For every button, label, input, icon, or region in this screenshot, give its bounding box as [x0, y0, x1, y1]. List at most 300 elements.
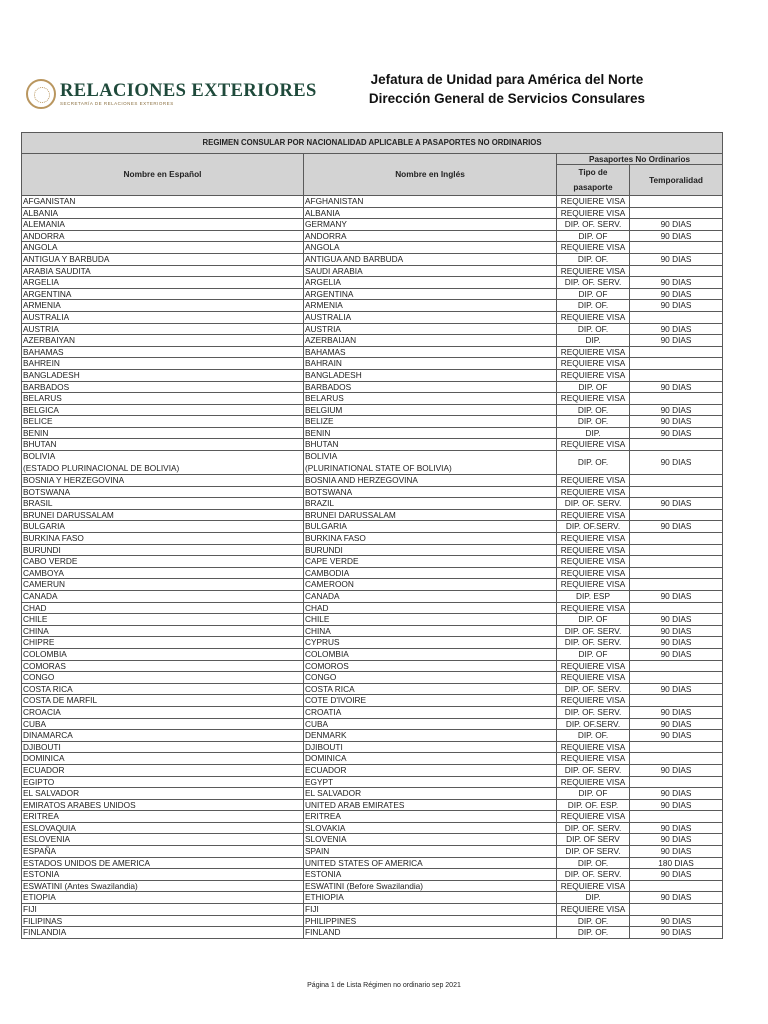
country-name-en: BRUNEI DARUSSALAM — [304, 509, 557, 521]
country-name-en: CHILE — [304, 614, 557, 626]
country-name-es: BOTSWANA — [22, 486, 304, 498]
country-name-en: COLOMBIA — [304, 648, 557, 660]
table-row — [22, 358, 723, 370]
table-row — [22, 393, 723, 405]
country-name-en: BOLIVIA (PLURINATIONAL STATE OF BOLIVIA) — [304, 451, 557, 475]
country-name-en: BOSNIA AND HERZEGOVINA — [304, 475, 557, 487]
country-name-en: BENIN — [304, 427, 557, 439]
temporality: 90 DIAS — [630, 822, 723, 834]
table-row — [22, 253, 723, 265]
temporality — [630, 602, 723, 614]
country-name-es: ANTIGUA Y BARBUDA — [22, 253, 304, 265]
temporality: 90 DIAS — [630, 799, 723, 811]
country-name-es: BENIN — [22, 427, 304, 439]
passport-type: REQUIERE VISA — [557, 556, 630, 568]
passport-type: DIP. OF SERV. — [557, 846, 630, 858]
table-row — [22, 381, 723, 393]
country-name-es: BELARUS — [22, 393, 304, 405]
country-name-es: BARBADOS — [22, 381, 304, 393]
table-row — [22, 277, 723, 289]
passport-type: REQUIERE VISA — [557, 672, 630, 684]
country-name-es: ANGOLA — [22, 242, 304, 254]
country-name-es: ALEMANIA — [22, 219, 304, 231]
logo-name: RELACIONES EXTERIORES — [60, 80, 317, 101]
country-name-es: BANGLADESH — [22, 369, 304, 381]
passport-type: DIP. OF — [557, 648, 630, 660]
temporality: 90 DIAS — [630, 648, 723, 660]
temporality: 90 DIAS — [630, 300, 723, 312]
country-name-en: BAHAMAS — [304, 346, 557, 358]
country-name-es: CHILE — [22, 614, 304, 626]
table-row — [22, 718, 723, 730]
passport-type: REQUIERE VISA — [557, 358, 630, 370]
passport-type: DIP. OF. — [557, 927, 630, 939]
table-row — [22, 556, 723, 568]
passport-type: REQUIERE VISA — [557, 509, 630, 521]
country-name-en: ARMENIA — [304, 300, 557, 312]
temporality: 90 DIAS — [630, 277, 723, 289]
temporality: 90 DIAS — [630, 335, 723, 347]
table-row — [22, 416, 723, 428]
temporality: 180 DIAS — [630, 857, 723, 869]
passport-type: DIP. OF. SERV. — [557, 683, 630, 695]
country-name-en: SPAIN — [304, 846, 557, 858]
table-row — [22, 544, 723, 556]
table-row — [22, 207, 723, 219]
country-name-en: CHAD — [304, 602, 557, 614]
table-row — [22, 834, 723, 846]
country-name-es: ESLOVENIA — [22, 834, 304, 846]
country-name-en: BRAZIL — [304, 498, 557, 510]
country-name-es: ESWATINI (Antes Swazilandia) — [22, 880, 304, 892]
country-name-es: ESPAÑA — [22, 846, 304, 858]
passport-type: DIP. OF SERV — [557, 834, 630, 846]
table-row — [22, 811, 723, 823]
table-row — [22, 602, 723, 614]
passport-type: DIP. OF. SERV. — [557, 822, 630, 834]
passport-type: REQUIERE VISA — [557, 207, 630, 219]
country-name-es: BHUTAN — [22, 439, 304, 451]
country-name-es: FILIPINAS — [22, 915, 304, 927]
table-row — [22, 288, 723, 300]
national-seal-icon — [26, 79, 56, 109]
country-name-es: BELICE — [22, 416, 304, 428]
temporality: 90 DIAS — [630, 764, 723, 776]
country-name-es: DINAMARCA — [22, 730, 304, 742]
country-name-en: COMOROS — [304, 660, 557, 672]
passport-type: DIP. OF.SERV. — [557, 521, 630, 533]
country-name-en: CAMBODIA — [304, 567, 557, 579]
title-line-1: Jefatura de Unidad para América del Norte — [370, 72, 644, 87]
country-name-en: UNITED ARAB EMIRATES — [304, 799, 557, 811]
table-row — [22, 196, 723, 208]
country-name-es: BURKINA FASO — [22, 533, 304, 545]
country-name-es: DOMINICA — [22, 753, 304, 765]
temporality — [630, 567, 723, 579]
passport-type: REQUIERE VISA — [557, 486, 630, 498]
country-name-es: EGIPTO — [22, 776, 304, 788]
country-name-en: ECUADOR — [304, 764, 557, 776]
country-name-en: EL SALVADOR — [304, 788, 557, 800]
passport-type: DIP. OF — [557, 614, 630, 626]
passport-type: REQUIERE VISA — [557, 811, 630, 823]
passport-type: DIP. OF. — [557, 730, 630, 742]
passport-type: DIP. OF. — [557, 416, 630, 428]
table-row — [22, 509, 723, 521]
table-row — [22, 265, 723, 277]
table-row — [22, 846, 723, 858]
passport-type: REQUIERE VISA — [557, 695, 630, 707]
temporality — [630, 579, 723, 591]
country-name-en: CAMEROON — [304, 579, 557, 591]
country-name-es: COSTA DE MARFIL — [22, 695, 304, 707]
temporality — [630, 811, 723, 823]
passport-type: DIP. OF — [557, 288, 630, 300]
passport-type: REQUIERE VISA — [557, 660, 630, 672]
table-row — [22, 567, 723, 579]
temporality: 90 DIAS — [630, 323, 723, 335]
table-row — [22, 219, 723, 231]
passport-type: REQUIERE VISA — [557, 567, 630, 579]
table-row — [22, 475, 723, 487]
temporality: 90 DIAS — [630, 730, 723, 742]
passport-type: REQUIERE VISA — [557, 741, 630, 753]
passport-type: DIP. OF. — [557, 404, 630, 416]
temporality — [630, 672, 723, 684]
table-row — [22, 904, 723, 916]
table-row — [22, 730, 723, 742]
header-non-ordinary-passports: Pasaportes No Ordinarios — [557, 154, 723, 165]
passport-type: DIP. OF. SERV. — [557, 625, 630, 637]
temporality: 90 DIAS — [630, 927, 723, 939]
country-name-es: CUBA — [22, 718, 304, 730]
temporality — [630, 439, 723, 451]
table-row — [22, 776, 723, 788]
table-row — [22, 579, 723, 591]
table-row — [22, 427, 723, 439]
country-name-es: BOLIVIA (ESTADO PLURINACIONAL DE BOLIVIA) — [22, 451, 304, 475]
table-row — [22, 625, 723, 637]
country-name-es: ARMENIA — [22, 300, 304, 312]
country-name-es: BAHAMAS — [22, 346, 304, 358]
passport-type: REQUIERE VISA — [557, 602, 630, 614]
passport-type: REQUIERE VISA — [557, 776, 630, 788]
temporality: 90 DIAS — [630, 427, 723, 439]
temporality: 90 DIAS — [630, 788, 723, 800]
country-name-en: CHINA — [304, 625, 557, 637]
table-row — [22, 242, 723, 254]
country-name-es: AFGANISTAN — [22, 196, 304, 208]
table-banner: REGIMEN CONSULAR POR NACIONALIDAD APLICABLE A PASAPORTES NO ORDINARIOS — [22, 133, 723, 154]
country-name-es: COMORAS — [22, 660, 304, 672]
passport-type: REQUIERE VISA — [557, 544, 630, 556]
temporality: 90 DIAS — [630, 591, 723, 603]
passport-type: REQUIERE VISA — [557, 311, 630, 323]
temporality — [630, 358, 723, 370]
country-name-en: BELIZE — [304, 416, 557, 428]
country-name-en: AZERBAIJAN — [304, 335, 557, 347]
passport-type: DIP. OF. ESP. — [557, 799, 630, 811]
temporality — [630, 369, 723, 381]
country-name-es: ESLOVAQUIA — [22, 822, 304, 834]
passport-type: DIP. — [557, 892, 630, 904]
passport-type: REQUIERE VISA — [557, 439, 630, 451]
table-row — [22, 439, 723, 451]
country-name-en: ETHIOPIA — [304, 892, 557, 904]
temporality: 90 DIAS — [630, 637, 723, 649]
country-name-es: CONGO — [22, 672, 304, 684]
country-name-es: AUSTRALIA — [22, 311, 304, 323]
temporality: 90 DIAS — [630, 869, 723, 881]
table-row — [22, 591, 723, 603]
country-name-en: CONGO — [304, 672, 557, 684]
country-name-en: ARGELIA — [304, 277, 557, 289]
passport-type: DIP. OF. SERV. — [557, 219, 630, 231]
country-name-es: CHIPRE — [22, 637, 304, 649]
passport-type: DIP. OF. — [557, 857, 630, 869]
temporality: 90 DIAS — [630, 846, 723, 858]
country-name-en: CROATIA — [304, 706, 557, 718]
country-name-es: ARGENTINA — [22, 288, 304, 300]
country-name-en: AUSTRIA — [304, 323, 557, 335]
header-passport-type: Tipo de pasaporte — [557, 165, 630, 196]
country-name-es: ETIOPIA — [22, 892, 304, 904]
table-row — [22, 614, 723, 626]
country-name-es: FIJI — [22, 904, 304, 916]
country-name-es: CHINA — [22, 625, 304, 637]
table-row — [22, 869, 723, 881]
passport-type: DIP. OF. — [557, 451, 630, 475]
temporality: 90 DIAS — [630, 521, 723, 533]
country-name-en: SLOVENIA — [304, 834, 557, 846]
passport-type: DIP. OF. — [557, 323, 630, 335]
country-name-en: BHUTAN — [304, 439, 557, 451]
table-row — [22, 672, 723, 684]
passport-type: DIP. OF. SERV. — [557, 498, 630, 510]
country-name-es: CAMBOYA — [22, 567, 304, 579]
table-row — [22, 300, 723, 312]
temporality: 90 DIAS — [630, 706, 723, 718]
temporality — [630, 695, 723, 707]
passport-type: DIP. OF — [557, 381, 630, 393]
country-name-es: AUSTRIA — [22, 323, 304, 335]
country-name-es: BOSNIA Y HERZEGOVINA — [22, 475, 304, 487]
passport-type: DIP. OF. — [557, 300, 630, 312]
passport-type: REQUIERE VISA — [557, 533, 630, 545]
country-name-es: BRASIL — [22, 498, 304, 510]
temporality — [630, 753, 723, 765]
temporality: 90 DIAS — [630, 834, 723, 846]
temporality — [630, 509, 723, 521]
temporality: 90 DIAS — [630, 892, 723, 904]
country-name-en: ERITREA — [304, 811, 557, 823]
table-row — [22, 498, 723, 510]
country-name-en: ESTONIA — [304, 869, 557, 881]
country-name-es: CROACIA — [22, 706, 304, 718]
table-row — [22, 822, 723, 834]
country-name-en: DENMARK — [304, 730, 557, 742]
country-name-es: ARGELIA — [22, 277, 304, 289]
page-footer: Página 1 de Lista Régimen no ordinario sep 2021 — [307, 982, 461, 989]
country-name-en: CANADA — [304, 591, 557, 603]
table-row — [22, 335, 723, 347]
temporality: 90 DIAS — [630, 498, 723, 510]
temporality: 90 DIAS — [630, 625, 723, 637]
country-name-en: BURKINA FASO — [304, 533, 557, 545]
passport-type: REQUIERE VISA — [557, 369, 630, 381]
table-row — [22, 683, 723, 695]
country-name-en: SLOVAKIA — [304, 822, 557, 834]
country-name-es: DJIBOUTI — [22, 741, 304, 753]
country-name-en: EGYPT — [304, 776, 557, 788]
temporality — [630, 393, 723, 405]
ministry-logo — [26, 76, 317, 112]
passport-type: REQUIERE VISA — [557, 196, 630, 208]
temporality — [630, 265, 723, 277]
passport-type: DIP. OF — [557, 788, 630, 800]
temporality — [630, 741, 723, 753]
table-row — [22, 857, 723, 869]
passport-type: REQUIERE VISA — [557, 880, 630, 892]
table-row — [22, 346, 723, 358]
logo-subtitle: SECRETARÍA DE RELACIONES EXTERIORES — [60, 100, 174, 106]
passport-type: DIP. OF. SERV. — [557, 869, 630, 881]
temporality: 90 DIAS — [630, 683, 723, 695]
table-row — [22, 927, 723, 939]
country-name-en: CYPRUS — [304, 637, 557, 649]
temporality: 90 DIAS — [630, 416, 723, 428]
passport-type: DIP. OF. SERV. — [557, 277, 630, 289]
country-name-en: ANGOLA — [304, 242, 557, 254]
passport-type: DIP. OF. SERV. — [557, 764, 630, 776]
country-name-en: ANDORRA — [304, 230, 557, 242]
country-name-es: COLOMBIA — [22, 648, 304, 660]
passport-type: REQUIERE VISA — [557, 904, 630, 916]
country-name-en: ALBANIA — [304, 207, 557, 219]
table-row — [22, 369, 723, 381]
table-row — [22, 799, 723, 811]
table-row — [22, 451, 723, 475]
header-spanish-name: Nombre en Español — [22, 154, 304, 196]
temporality: 90 DIAS — [630, 718, 723, 730]
temporality — [630, 904, 723, 916]
table-row — [22, 880, 723, 892]
temporality: 90 DIAS — [630, 614, 723, 626]
table-row — [22, 521, 723, 533]
country-name-es: AZERBAIYAN — [22, 335, 304, 347]
passport-type: REQUIERE VISA — [557, 579, 630, 591]
passport-type: DIP. — [557, 335, 630, 347]
temporality: 90 DIAS — [630, 253, 723, 265]
temporality: 90 DIAS — [630, 219, 723, 231]
table-row — [22, 764, 723, 776]
temporality: 90 DIAS — [630, 381, 723, 393]
country-name-es: ALBANIA — [22, 207, 304, 219]
passport-type: DIP. OF. — [557, 253, 630, 265]
temporality — [630, 544, 723, 556]
temporality — [630, 207, 723, 219]
temporality — [630, 776, 723, 788]
country-name-en: BULGARIA — [304, 521, 557, 533]
country-name-en: COTE D'IVOIRE — [304, 695, 557, 707]
passport-type: DIP. OF — [557, 230, 630, 242]
temporality — [630, 556, 723, 568]
passport-type: REQUIERE VISA — [557, 242, 630, 254]
temporality — [630, 660, 723, 672]
table-row — [22, 915, 723, 927]
country-name-en: GERMANY — [304, 219, 557, 231]
country-name-en: CAPE VERDE — [304, 556, 557, 568]
title-line-2: Dirección General de Servicios Consulares — [368, 91, 645, 106]
country-name-es: BRUNEI DARUSSALAM — [22, 509, 304, 521]
country-name-en: AUSTRALIA — [304, 311, 557, 323]
table-row — [22, 323, 723, 335]
header-temporality: Temporalidad — [630, 165, 723, 196]
table-row — [22, 533, 723, 545]
passport-type: REQUIERE VISA — [557, 265, 630, 277]
country-name-en: DOMINICA — [304, 753, 557, 765]
country-name-es: BELGICA — [22, 404, 304, 416]
table-row — [22, 741, 723, 753]
country-name-en: BARBADOS — [304, 381, 557, 393]
country-name-es: ESTADOS UNIDOS DE AMERICA — [22, 857, 304, 869]
country-name-en: PHILIPPINES — [304, 915, 557, 927]
country-name-es: ECUADOR — [22, 764, 304, 776]
temporality: 90 DIAS — [630, 915, 723, 927]
country-name-en: AFGHANISTAN — [304, 196, 557, 208]
country-name-es: BURUNDI — [22, 544, 304, 556]
table-row — [22, 230, 723, 242]
temporality — [630, 196, 723, 208]
country-name-es: EL SALVADOR — [22, 788, 304, 800]
country-name-en: BAHRAIN — [304, 358, 557, 370]
country-name-es: ARABIA SAUDITA — [22, 265, 304, 277]
temporality: 90 DIAS — [630, 230, 723, 242]
temporality — [630, 486, 723, 498]
country-name-es: ANDORRA — [22, 230, 304, 242]
country-name-en: FINLAND — [304, 927, 557, 939]
country-name-en: BOTSWANA — [304, 486, 557, 498]
table-row — [22, 404, 723, 416]
country-name-en: ESWATINI (Before Swazilandia) — [304, 880, 557, 892]
country-name-es: CABO VERDE — [22, 556, 304, 568]
passport-type: REQUIERE VISA — [557, 753, 630, 765]
temporality — [630, 242, 723, 254]
document-titles — [369, 70, 645, 108]
country-name-es: CANADA — [22, 591, 304, 603]
passport-type: DIP. — [557, 427, 630, 439]
country-name-en: COSTA RICA — [304, 683, 557, 695]
passport-type: DIP. OF.SERV. — [557, 718, 630, 730]
table-row — [22, 486, 723, 498]
country-name-en: BELGIUM — [304, 404, 557, 416]
temporality — [630, 533, 723, 545]
country-name-es: ESTONIA — [22, 869, 304, 881]
table-row — [22, 695, 723, 707]
country-name-es: CHAD — [22, 602, 304, 614]
country-name-en: SAUDI ARABIA — [304, 265, 557, 277]
country-name-en: UNITED STATES OF AMERICA — [304, 857, 557, 869]
table-row — [22, 788, 723, 800]
table-row — [22, 311, 723, 323]
temporality — [630, 880, 723, 892]
table-row — [22, 648, 723, 660]
temporality: 90 DIAS — [630, 404, 723, 416]
country-name-en: BELARUS — [304, 393, 557, 405]
temporality — [630, 346, 723, 358]
table-body — [22, 196, 723, 939]
country-name-en: BURUNDI — [304, 544, 557, 556]
